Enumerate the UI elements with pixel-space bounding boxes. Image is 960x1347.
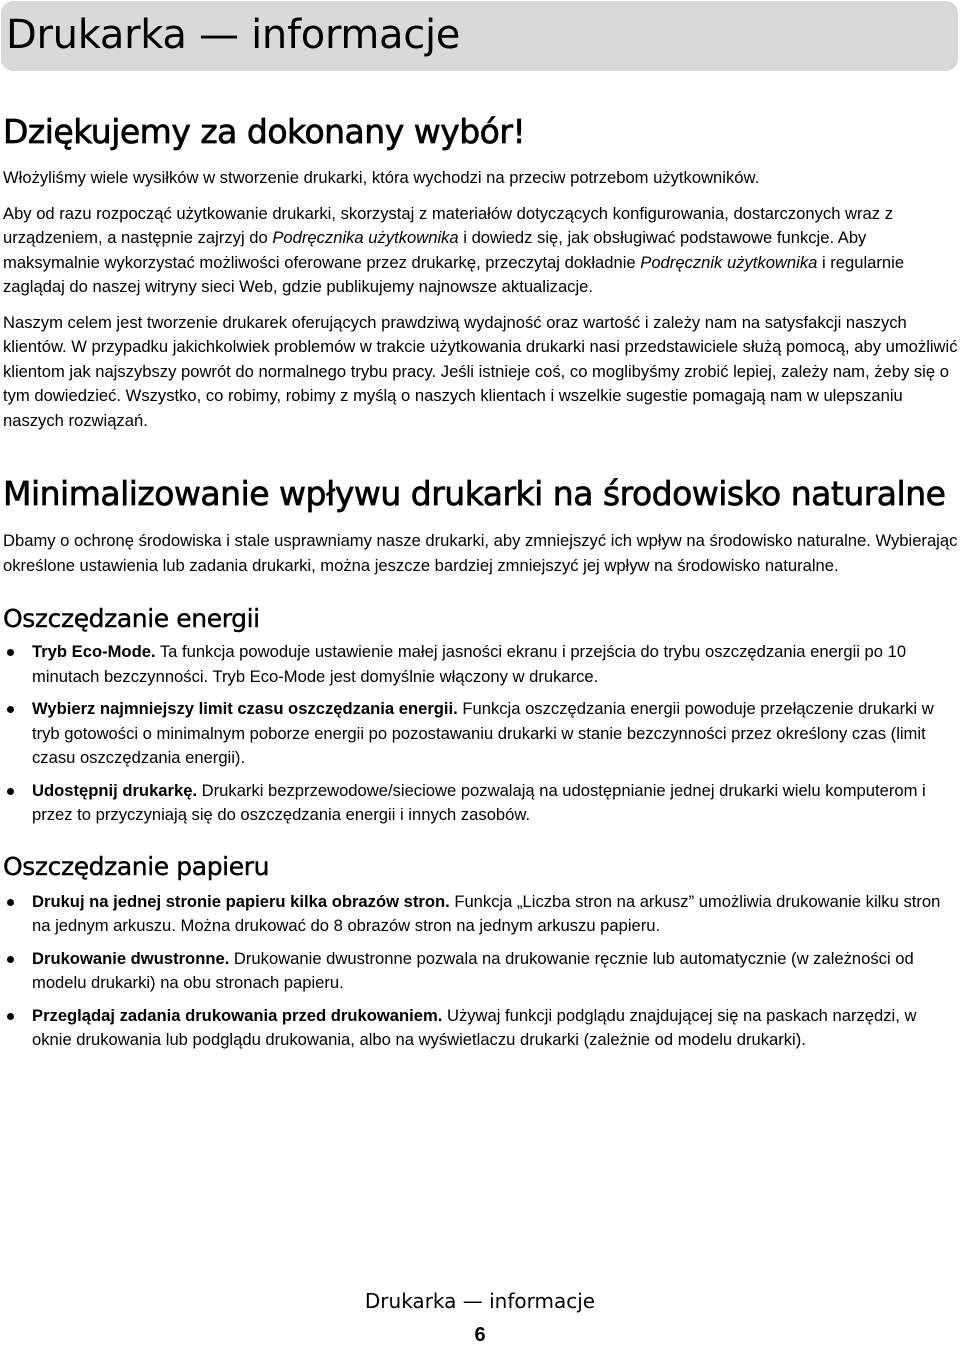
thanks-paragraph-1: Włożyliśmy wiele wysiłków w stworzenie drukarki, która wychodzi na przeciw potrzebom użytkowników. — [3, 168, 760, 187]
thanks-paragraph-2-part-a: Aby od razu rozpocząć użytkowanie drukarki, skorzystaj z materiałów dotyczących konfigurowania, dostarczonych wraz z urządzeniem, a następnie zajrzyj do — [3, 203, 893, 247]
list-item — [3, 1004, 958, 1053]
thanks-heading: Dziękujemy za dokonany wybór! — [3, 112, 526, 151]
environment-section — [3, 473, 958, 1053]
bullet-icon — [7, 1013, 14, 1020]
page-number: 6 — [474, 1324, 486, 1346]
energy-list — [3, 640, 958, 828]
bullet-icon — [7, 956, 14, 963]
thanks-section — [3, 112, 958, 433]
energy-heading: Oszczędzanie energii — [3, 604, 260, 633]
bullet-icon — [7, 649, 14, 656]
footer-title: Drukarka — informacje — [364, 1289, 596, 1313]
user-guide-reference-2: Podręcznik użytkownika — [640, 252, 818, 272]
thanks-paragraph-2 — [3, 202, 958, 300]
environment-heading: Minimalizowanie wpływu drukarki na środowisko naturalne — [3, 474, 946, 513]
list-item — [3, 697, 958, 771]
user-guide-reference-1: Podręcznika użytkownika — [272, 228, 459, 247]
paper-heading: Oszczędzanie papieru — [3, 851, 270, 881]
list-item-lead: Drukuj na jednej stronie papieru kilka obrazów stron. — [32, 891, 450, 911]
paper-list — [3, 890, 958, 1053]
list-item-text: Używaj funkcji podglądu znajdującej się na paskach narzędzi, w oknie drukowania lub podglądu drukowania, albo na wyświetlaczu drukarki (zależnie od modelu drukarki). — [32, 1005, 917, 1049]
thanks-paragraph-2-part-b: i dowiedz się, jak obsługiwać podstawowe funkcje. Aby maksymalnie wykorzystać możliwości oferowane przez drukarkę, przeczytaj dokładnie — [3, 228, 867, 272]
document-body — [3, 112, 958, 1061]
bullet-icon — [7, 788, 14, 795]
list-item — [3, 640, 958, 689]
list-item-lead: Wybierz najmniejszy limit czasu oszczędzania energii. — [32, 699, 458, 718]
bullet-icon — [7, 899, 14, 906]
list-item — [3, 890, 958, 939]
list-item-text: Funkcja „Liczba stron na arkusz” umożliwia drukowanie kilku stron na jednym arkuszu. Można drukować do 8 obrazów stron na jednym arkuszu papieru. — [32, 891, 941, 935]
list-item-lead: Udostępnij drukarkę. — [32, 780, 198, 800]
list-item — [3, 779, 958, 828]
thanks-paragraph-2-part-c: i regularnie zaglądaj do naszej witryny sieci Web, gdzie publikujemy najnowsze aktualizacje. — [3, 252, 905, 296]
bullet-icon — [7, 706, 14, 713]
list-item-lead: Drukowanie dwustronne. — [32, 948, 230, 968]
list-item — [3, 947, 958, 996]
list-item-lead: Tryb Eco-Mode. — [32, 642, 156, 661]
list-item-text: Funkcja oszczędzania energii powoduje przełączenie drukarki w tryb gotowości o minimalnym poborze energii po pozostawaniu drukarki w stanie bezczynności przez określony czas (limit czasu oszczędzania energii). — [32, 699, 934, 767]
title-band — [1, 1, 958, 71]
list-item-lead: Przeglądaj zadania drukowania przed drukowaniem. — [32, 1005, 443, 1025]
environment-intro: Dbamy o ochronę środowiska i stale usprawniamy nasze drukarki, aby zmniejszyć ich wpływ na środowisko naturalne. Wybierając określone ustawienia lub zadania drukarki, można jeszcze bardziej zmniejszyć jej wpływ na środowisko naturalne. — [3, 531, 958, 575]
list-item-text: Ta funkcja powoduje ustawienie małej jasności ekranu i przejścia do trybu oszczędzania energii po 10 minutach bezczynności. Tryb Eco-Mode jest domyślnie włączony w drukarce. — [32, 642, 907, 686]
list-item-text: Drukowanie dwustronne pozwala na drukowanie ręcznie lub automatycznie (w zależności od modelu drukarki) na obu stronach papieru. — [32, 948, 914, 992]
page-title: Drukarka — informacje — [6, 12, 461, 58]
list-item-text: Drukarki bezprzewodowe/sieciowe pozwalają na udostępnianie jednej drukarki wielu komputerom i przez to przyczyniają się do oszczędzania energii i innych zasobów. — [32, 780, 926, 824]
thanks-paragraph-3: Naszym celem jest tworzenie drukarek oferujących prawdziwą wydajność oraz wartość i zależy nam na satysfakcji naszych klientów. W przypadku jakichkolwiek problemów w trakcie użytkowania drukarki nasi przedstawiciele służą pomocą, aby umożliwić klientom jak najszybszy powrót do normalnego trybu pracy. Jeśli istnieje coś, co moglibyśmy zrobić lepiej, zależy nam, żeby się o tym dowiedzieć. Wszystko, co robimy, robimy z myślą o naszych klientach i wszelkie sugestie pomagają nam w ulepszaniu naszych rozwiązań. — [3, 312, 958, 430]
